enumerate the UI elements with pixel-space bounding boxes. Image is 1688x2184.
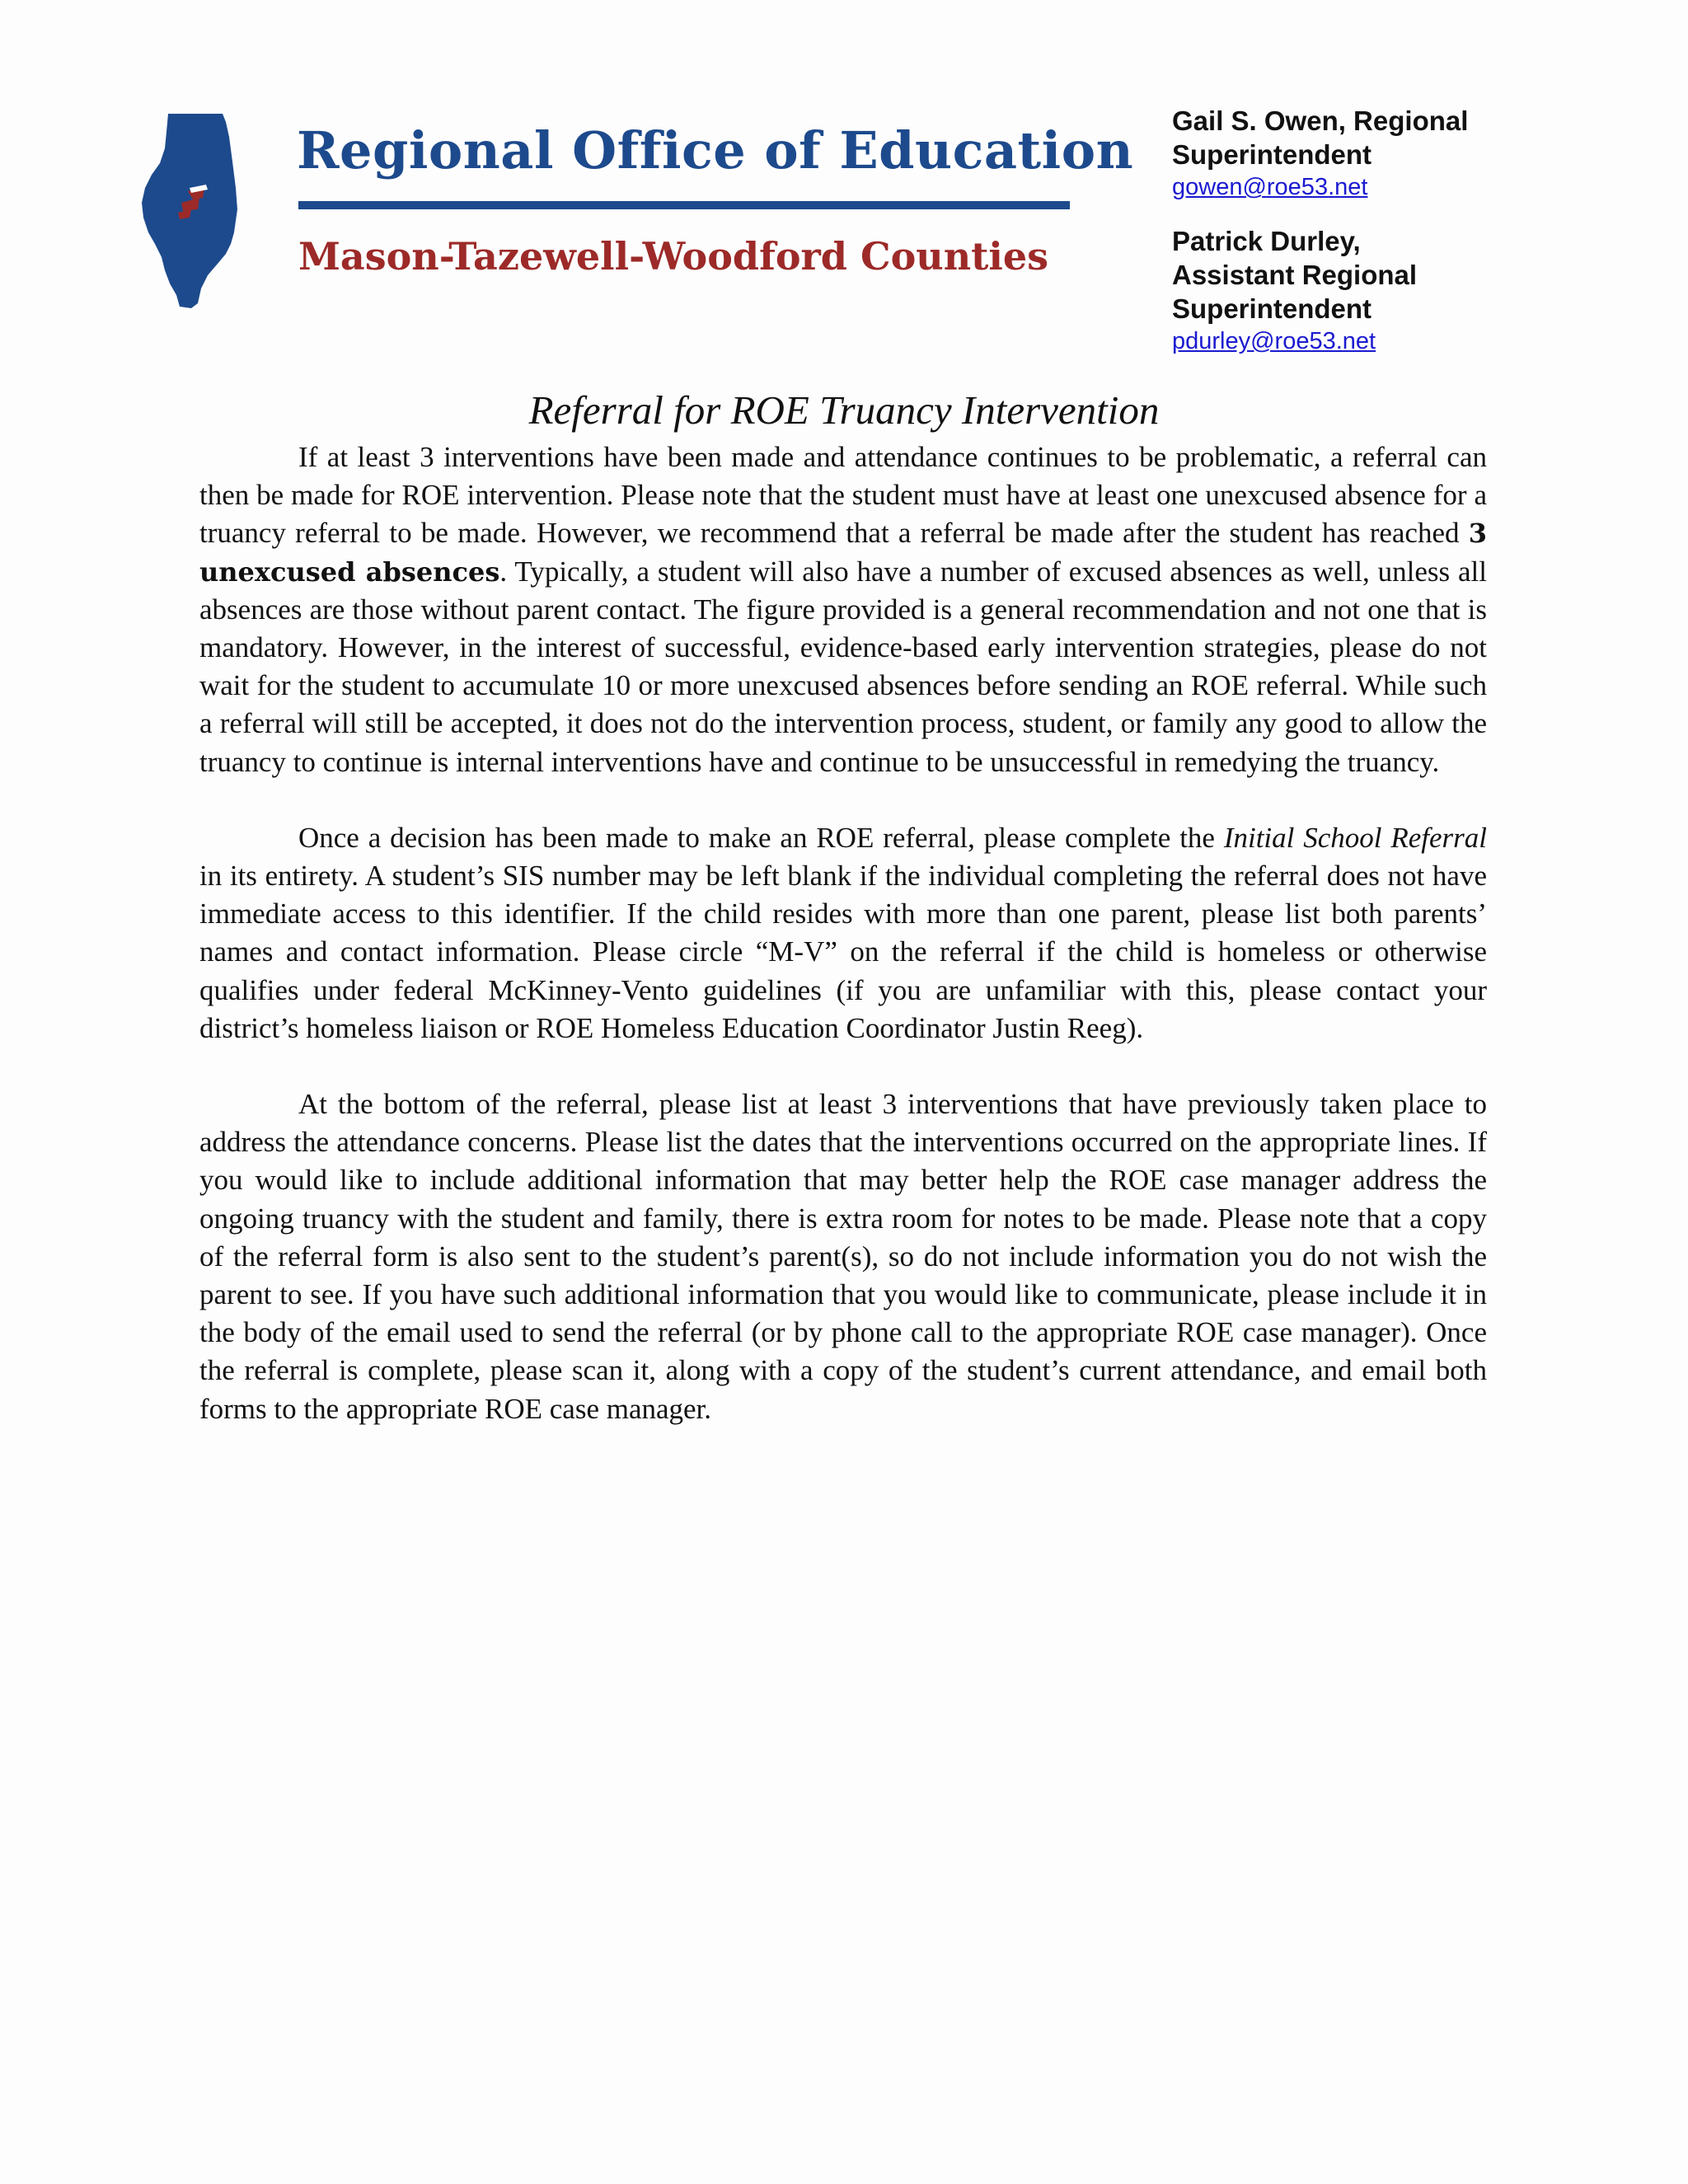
emphasis-bold: 3 unexcused absences [199,518,1487,588]
document-body [199,438,1487,1466]
paragraph-intro [199,438,1487,781]
document-title: Referral for ROE Truancy Intervention [528,387,1160,433]
contact-name: Gail S. Owen, Regional Superintendent [1172,105,1469,170]
contact-assistant-superintendent [1172,224,1485,357]
org-subtitle: Mason-Tazewell-Woodford Counties [298,234,1049,279]
contact-block [1172,104,1485,378]
text-run: in its entirety. A student’s SIS number may be left blank if the individual completing the referral does not have immediate access to this identifier. If the child resides with more than one parent, please list both parents’ names and contact information. Please circle “M-V” on the referral if the child is homeless or otherwise qualifies under federal McKinney-Vento guidelines (if you are unfamiliar with this, please contact your district’s homeless liaison or ROE Homeless Education Coordinator Justin Reeg). [199,860,1487,1044]
email-link[interactable]: pdurley@roe53.net [1172,328,1376,354]
form-name-italic: Initial School Referral [1223,821,1487,854]
illinois-map-icon [140,112,256,310]
org-name: Regional Office of Education [297,120,1134,180]
letterhead [140,112,1134,310]
text-run: . Typically, a student will also have a number of excused absences as well, unless all absences are those without parent contact. The figure provided is a general recommendation and not one that is mandatory. However, in the interest of successful, evidence-based early intervention strategies, please do not wait for the student to accumulate 10 or more unexcused absences before sending an ROE referral. While such a referral will still be accepted, it does not do the intervention process, student, or family any good to allow the truancy to continue is internal interventions have and continue to be unsuccessful in remedying the truancy. [199,555,1487,778]
contact-superintendent [1172,104,1485,203]
contact-name: Patrick Durley, Assistant Regional Superintendent [1172,226,1418,324]
header-divider [298,201,1070,209]
text-run: Once a decision has been made to make an ROE referral, please complete the [298,821,1224,854]
paragraph-referral-instructions [199,819,1487,1047]
email-link[interactable]: gowen@roe53.net [1172,174,1368,200]
paragraph-interventions: At the bottom of the referral, please list at least 3 interventions that have previously taken place to address the attendance concerns. Please list the dates that the interventions occurred on the appropriate lines. If you would like to include additional information that may better help the ROE case manager address the ongoing truancy with the student and family, there is extra room for notes to be made. Please note that a copy of the referral form is also sent to the student’s parent(s), so do not include information you do not wish the parent to see. If you have such additional information that you would like to communicate, please include it in the body of the email used to send the referral (or by phone call to the appropriate ROE case manager). Once the referral is complete, please scan it, along with a copy of the student’s current attendance, and email both forms to the appropriate ROE case manager. [199,1088,1487,1425]
text-run: If at least 3 interventions have been made and attendance continues to be problematic, a referral can then be made for ROE intervention. Please note that the student must have at least one unexcused absence for a truancy referral to be made. However, we recommend that a referral be made after the student has reached [199,441,1487,550]
